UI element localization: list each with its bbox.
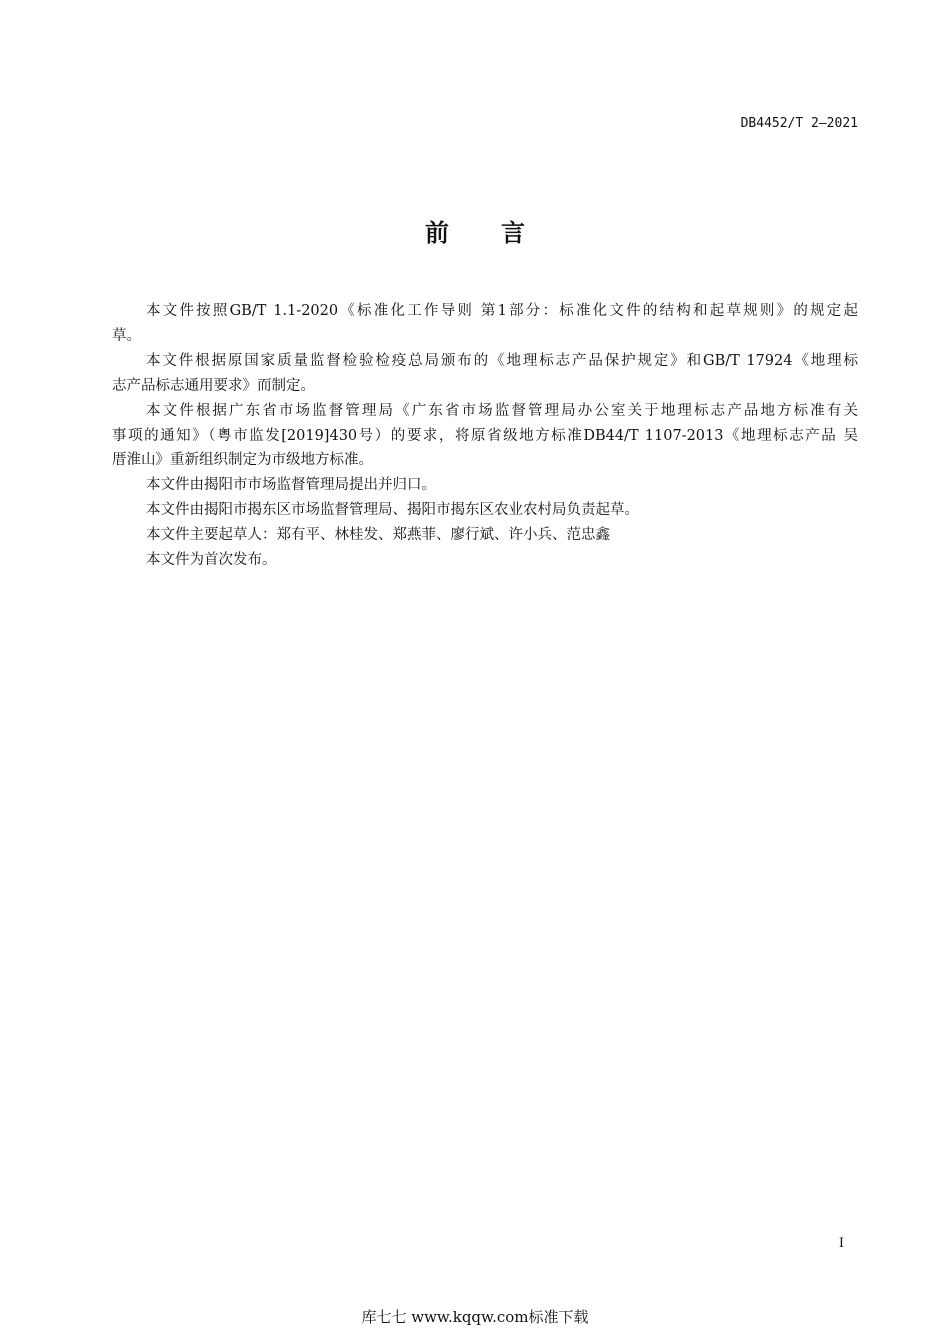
foreword-body — [112, 299, 858, 573]
paragraph — [112, 473, 858, 498]
paragraph-line: 本文件由揭阳市揭东区市场监督管理局、揭阳市揭东区农业农村局负责起草。 — [146, 502, 639, 519]
paragraph — [112, 548, 858, 573]
paragraph-line: 草。 — [112, 327, 141, 344]
paragraph-line: 志产品标志通用要求》而制定。 — [112, 377, 315, 394]
page-number: I — [838, 1236, 844, 1251]
page-title: 前言 — [425, 219, 577, 247]
paragraph — [112, 299, 858, 349]
footer-watermark: 库七七 www.kqqw.com标准下载 — [361, 1308, 589, 1326]
paragraph — [112, 523, 858, 548]
paragraph-line: 本文件主要起草人：郑有平、林桂发、郑燕菲、廖行斌、许小兵、范忠鑫 — [146, 527, 610, 544]
paragraph-line: 本文件按照GB/T 1.1-2020《标准化工作导则 第1部分：标准化文件的结构和起草规则》的规定起 — [146, 303, 858, 319]
paragraph — [112, 349, 858, 399]
paragraph — [112, 399, 858, 474]
paragraph-line: 本文件根据原国家质量监督检验检疫总局颁布的《地理标志产品保护规定》和GB/T 17924《地理标 — [146, 352, 858, 369]
paragraph — [112, 498, 858, 523]
paragraph-line: 本文件根据广东省市场监督管理局《广东省市场监督管理局办公室关于地理标志产品地方标准有关 — [146, 402, 858, 419]
paragraph-line: 本文件由揭阳市市场监督管理局提出并归口。 — [146, 477, 436, 494]
document-code: DB4452/T 2—2021 — [740, 116, 858, 131]
paragraph-line: 事项的通知》（粤市监发[2019]430号）的要求，将原省级地方标准DB44/T 1107-2013《地理标志产品 吴 — [112, 427, 858, 444]
paragraph-line: 厝淮山》重新组织制定为市级地方标准。 — [112, 452, 373, 469]
paragraph-line: 本文件为首次发布。 — [146, 552, 277, 569]
